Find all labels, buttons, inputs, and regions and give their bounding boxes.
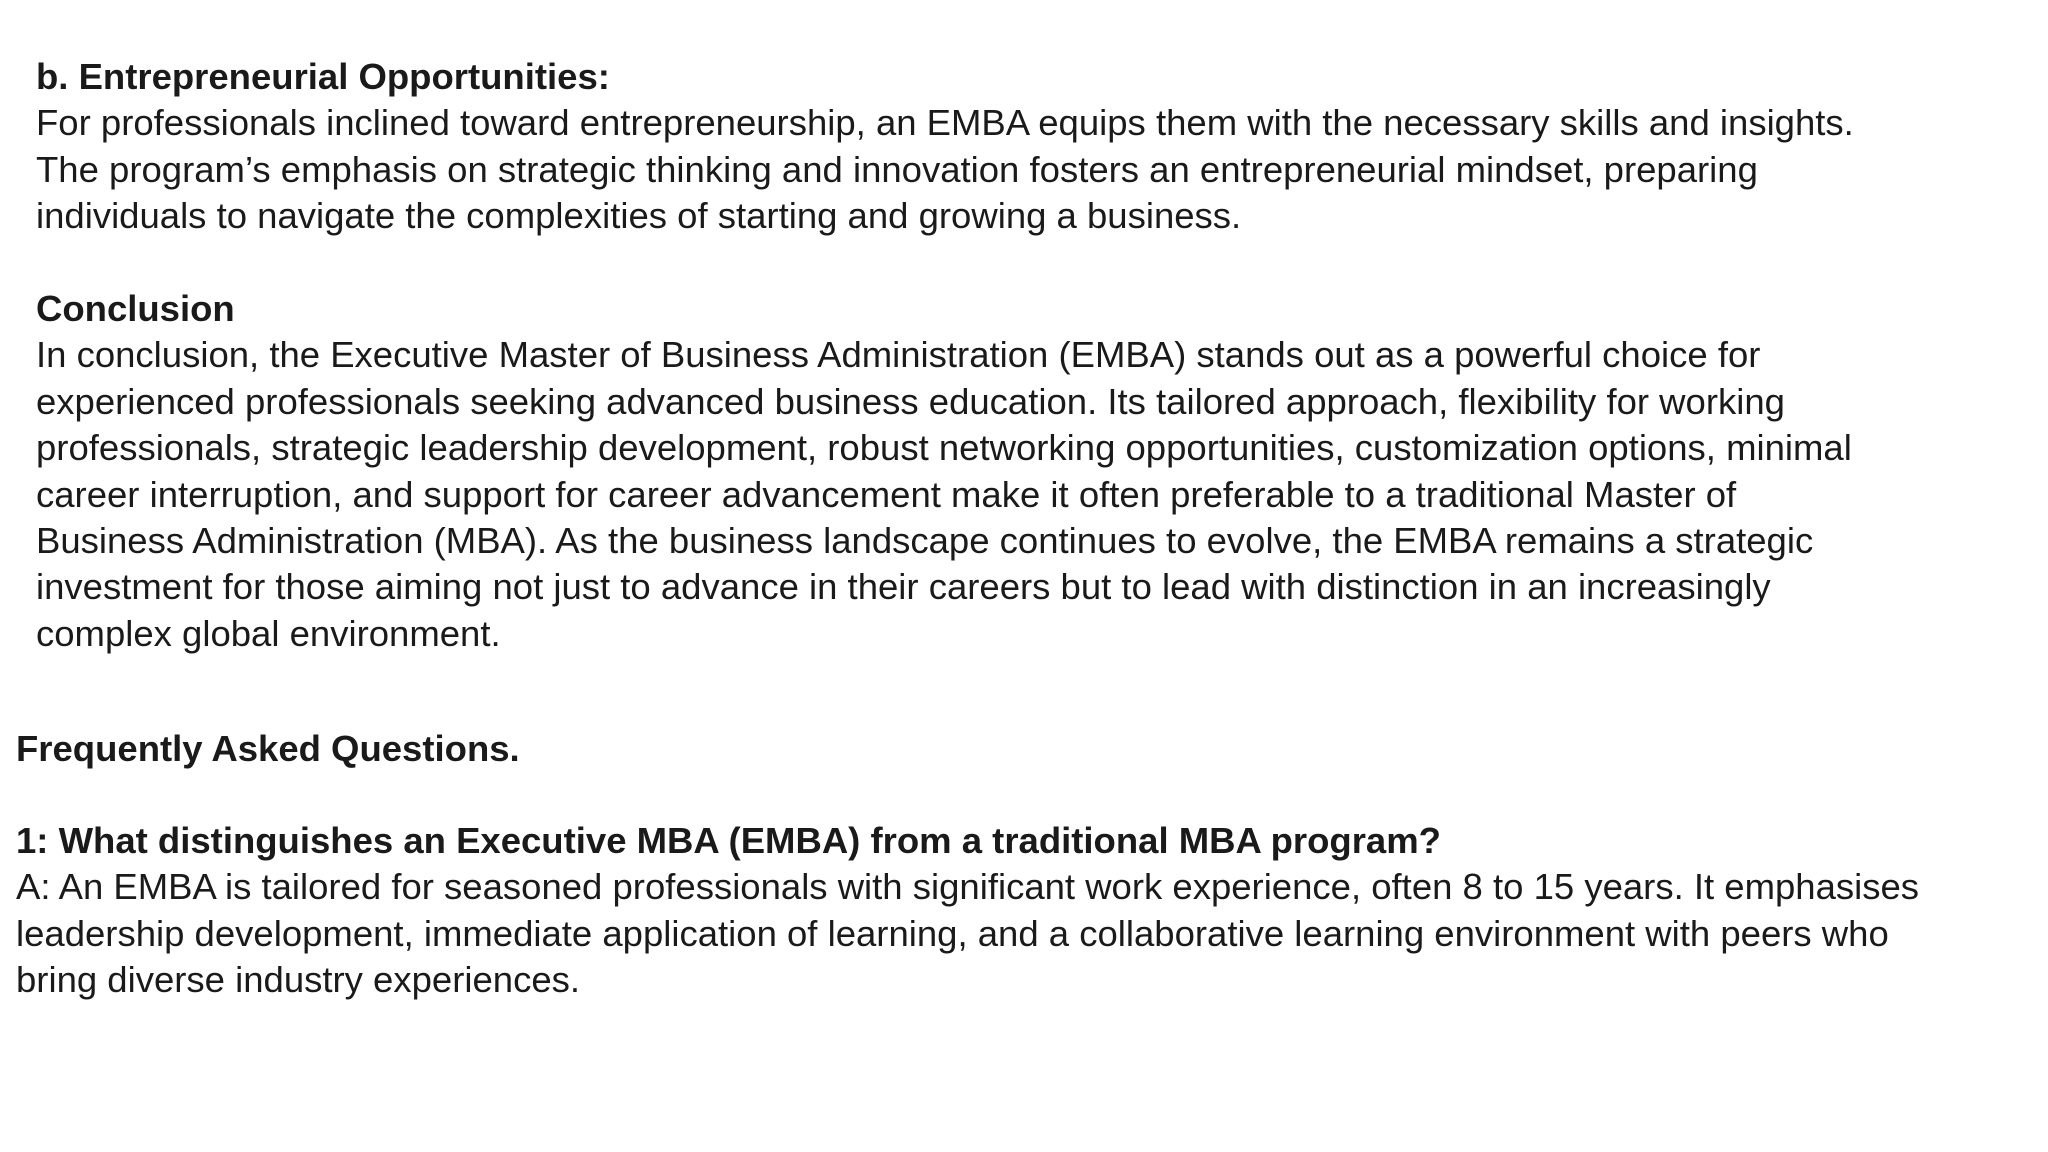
entrepreneurial-line: individuals to navigate the complexities of starting and growing a business. (36, 195, 1242, 237)
faq-answer-line: bring diverse industry experiences. (16, 959, 581, 1001)
conclusion-line: experienced professionals seeking advanced business education. Its tailored approach, flexibility for working (36, 380, 1785, 422)
faq-section-title (16, 726, 520, 772)
entrepreneurial-section (36, 54, 1854, 240)
entrepreneurial-line: The program’s emphasis on strategic thinking and innovation fosters an entrepreneurial mindset, preparing (36, 148, 1758, 190)
conclusion-line: Business Administration (MBA). As the business landscape continues to evolve, the EMBA remains a strategic (36, 519, 1814, 561)
faq-title: Frequently Asked Questions. (16, 728, 520, 769)
entrepreneurial-heading: b. Entrepreneurial Opportunities: (36, 56, 610, 97)
conclusion-line: professionals, strategic leadership development, robust networking opportunities, customization options, minimal (36, 427, 1852, 469)
conclusion-line: career interruption, and support for career advancement make it often preferable to a traditional Master of (36, 473, 1737, 515)
faq-question: 1: What distinguishes an Executive MBA (EMBA) from a traditional MBA program? (16, 820, 1441, 861)
conclusion-line: complex global environment. (36, 612, 501, 654)
conclusion-section (36, 286, 1852, 657)
conclusion-line: investment for those aiming not just to advance in their careers but to lead with distinction in an increasingly (36, 566, 1771, 608)
faq-answer-line: leadership development, immediate application of learning, and a collaborative learning environment with peers who (16, 912, 1889, 954)
faq-item (16, 818, 1919, 1004)
conclusion-heading: Conclusion (36, 288, 235, 329)
entrepreneurial-line: For professionals inclined toward entrepreneurship, an EMBA equips them with the necessary skills and insights. (36, 102, 1854, 144)
conclusion-line: In conclusion, the Executive Master of Business Administration (EMBA) stands out as a powerful choice for (36, 334, 1761, 376)
faq-answer-line: A: An EMBA is tailored for seasoned professionals with significant work experience, often 8 to 15 years. It emphasises (16, 866, 1920, 908)
